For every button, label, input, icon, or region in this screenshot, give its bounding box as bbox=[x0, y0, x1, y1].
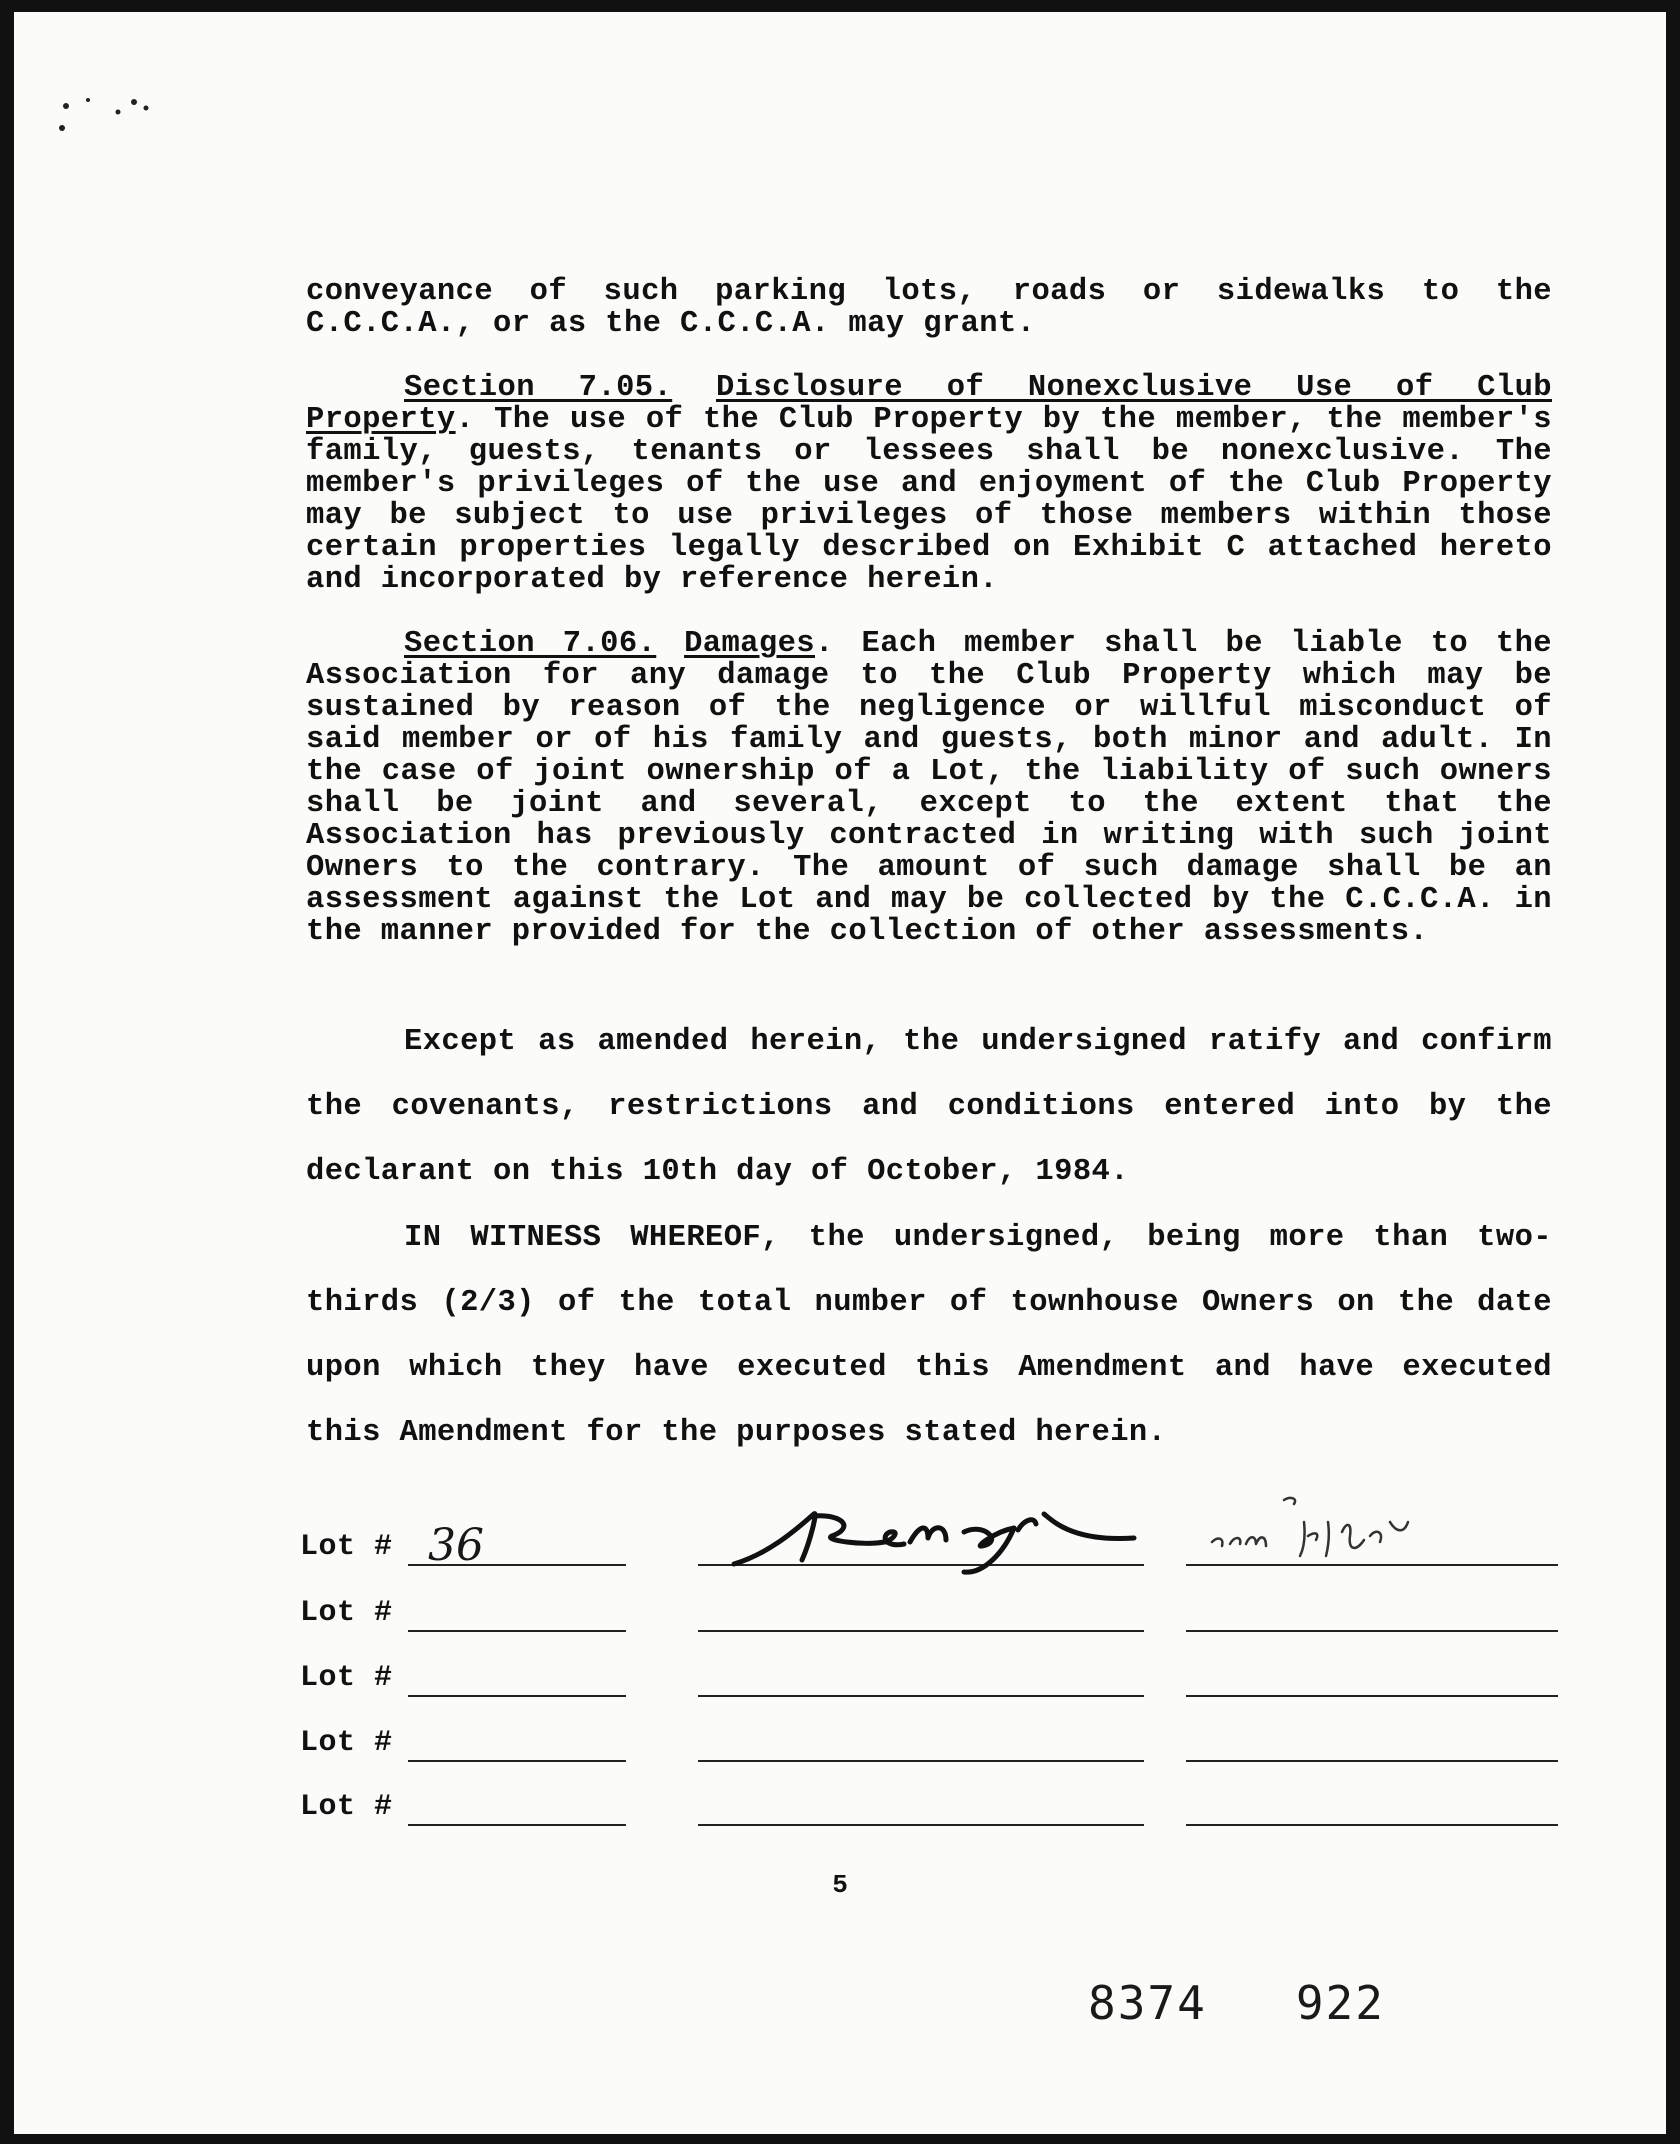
paragraph-ratify bbox=[306, 1010, 1552, 1205]
lot-label: Lot # bbox=[300, 1530, 393, 1564]
signature-row bbox=[300, 1655, 1562, 1705]
handwritten-signature bbox=[714, 1502, 1164, 1582]
lot-label: Lot # bbox=[300, 1790, 393, 1824]
signature-line bbox=[1186, 1630, 1558, 1632]
lot-label: Lot # bbox=[300, 1596, 393, 1630]
section-7-06 bbox=[306, 628, 1552, 948]
paragraph-conveyance: conveyance of such parking lots, roads or sidewalks to the C.C.C.A., or as the C.C.C.A. may grant. bbox=[306, 275, 1552, 341]
lot-number-line bbox=[408, 1630, 626, 1632]
lot-label: Lot # bbox=[300, 1726, 393, 1760]
paragraph-witness bbox=[306, 1206, 1552, 1466]
lot-label: Lot # bbox=[300, 1661, 393, 1695]
section-7-06-title: Damages bbox=[684, 627, 815, 661]
paragraph-ratify-text: Except as amended herein, the undersigned ratify and confirm the covenants, restrictions and conditions entered into by the declarant on this 10th day of October, 1984. bbox=[306, 1025, 1552, 1189]
section-7-06-number: Section 7.06. bbox=[404, 627, 657, 661]
section-7-05 bbox=[306, 372, 1552, 596]
section-7-05-number: Section 7.05. bbox=[404, 371, 673, 405]
signature-row bbox=[300, 1590, 1562, 1640]
signature-line bbox=[1186, 1695, 1558, 1697]
lot-number-line bbox=[408, 1824, 626, 1826]
signature-row bbox=[300, 1784, 1562, 1834]
paragraph-witness-text: IN WITNESS WHEREOF, the undersigned, being more than two-thirds (2/3) of the total number of townhouse Owners on the date upon which they have executed this Amendment and have executed this Amendment for the purposes stated herein. bbox=[306, 1221, 1552, 1450]
lot-number-line bbox=[408, 1564, 626, 1566]
page-number: 5 bbox=[832, 1870, 848, 1900]
section-7-05-body: . The use of the Club Property by the member, the member's family, guests, tenants or lessees shall be nonexclusive. The member's privileges of the use and enjoyment of the Club Property may be subject to use privileges of those members within those certain properties legally described on Exhibit C attached hereto and incorporated by reference herein. bbox=[306, 403, 1552, 597]
handwritten-signature bbox=[1194, 1492, 1494, 1572]
lot-number-value: 36 bbox=[428, 1520, 484, 1571]
signature-line bbox=[1186, 1824, 1558, 1826]
section-7-05-title: Disclosure of Nonexclusive Use of Club Property bbox=[306, 371, 1552, 437]
document-page bbox=[14, 12, 1666, 2134]
lot-number-line bbox=[408, 1760, 626, 1762]
signature-line bbox=[698, 1760, 1144, 1762]
signature-line bbox=[698, 1824, 1144, 1826]
scan-specks bbox=[58, 96, 198, 146]
lot-number-line bbox=[408, 1695, 626, 1697]
signature-line bbox=[1186, 1760, 1558, 1762]
signature-row bbox=[300, 1720, 1562, 1770]
signature-line bbox=[698, 1630, 1144, 1632]
signature-line bbox=[698, 1695, 1144, 1697]
section-7-06-body: . Each member shall be liable to the Association for any damage to the Club Property which may be sustained by reason of the negligence or willful misconduct of said member or of his family and guests, both minor and adult. In the case of joint ownership of a Lot, the liability of such owners shall be joint and several, except to the extent that the Association has previously contracted in writing with such joint Owners to the contrary. The amount of such damage shall be an assessment against the Lot and may be collected by the C.C.C.A. in the manner provided for the collection of other assessments. bbox=[306, 627, 1553, 949]
document-number: 8374 922 bbox=[1088, 1976, 1385, 2030]
